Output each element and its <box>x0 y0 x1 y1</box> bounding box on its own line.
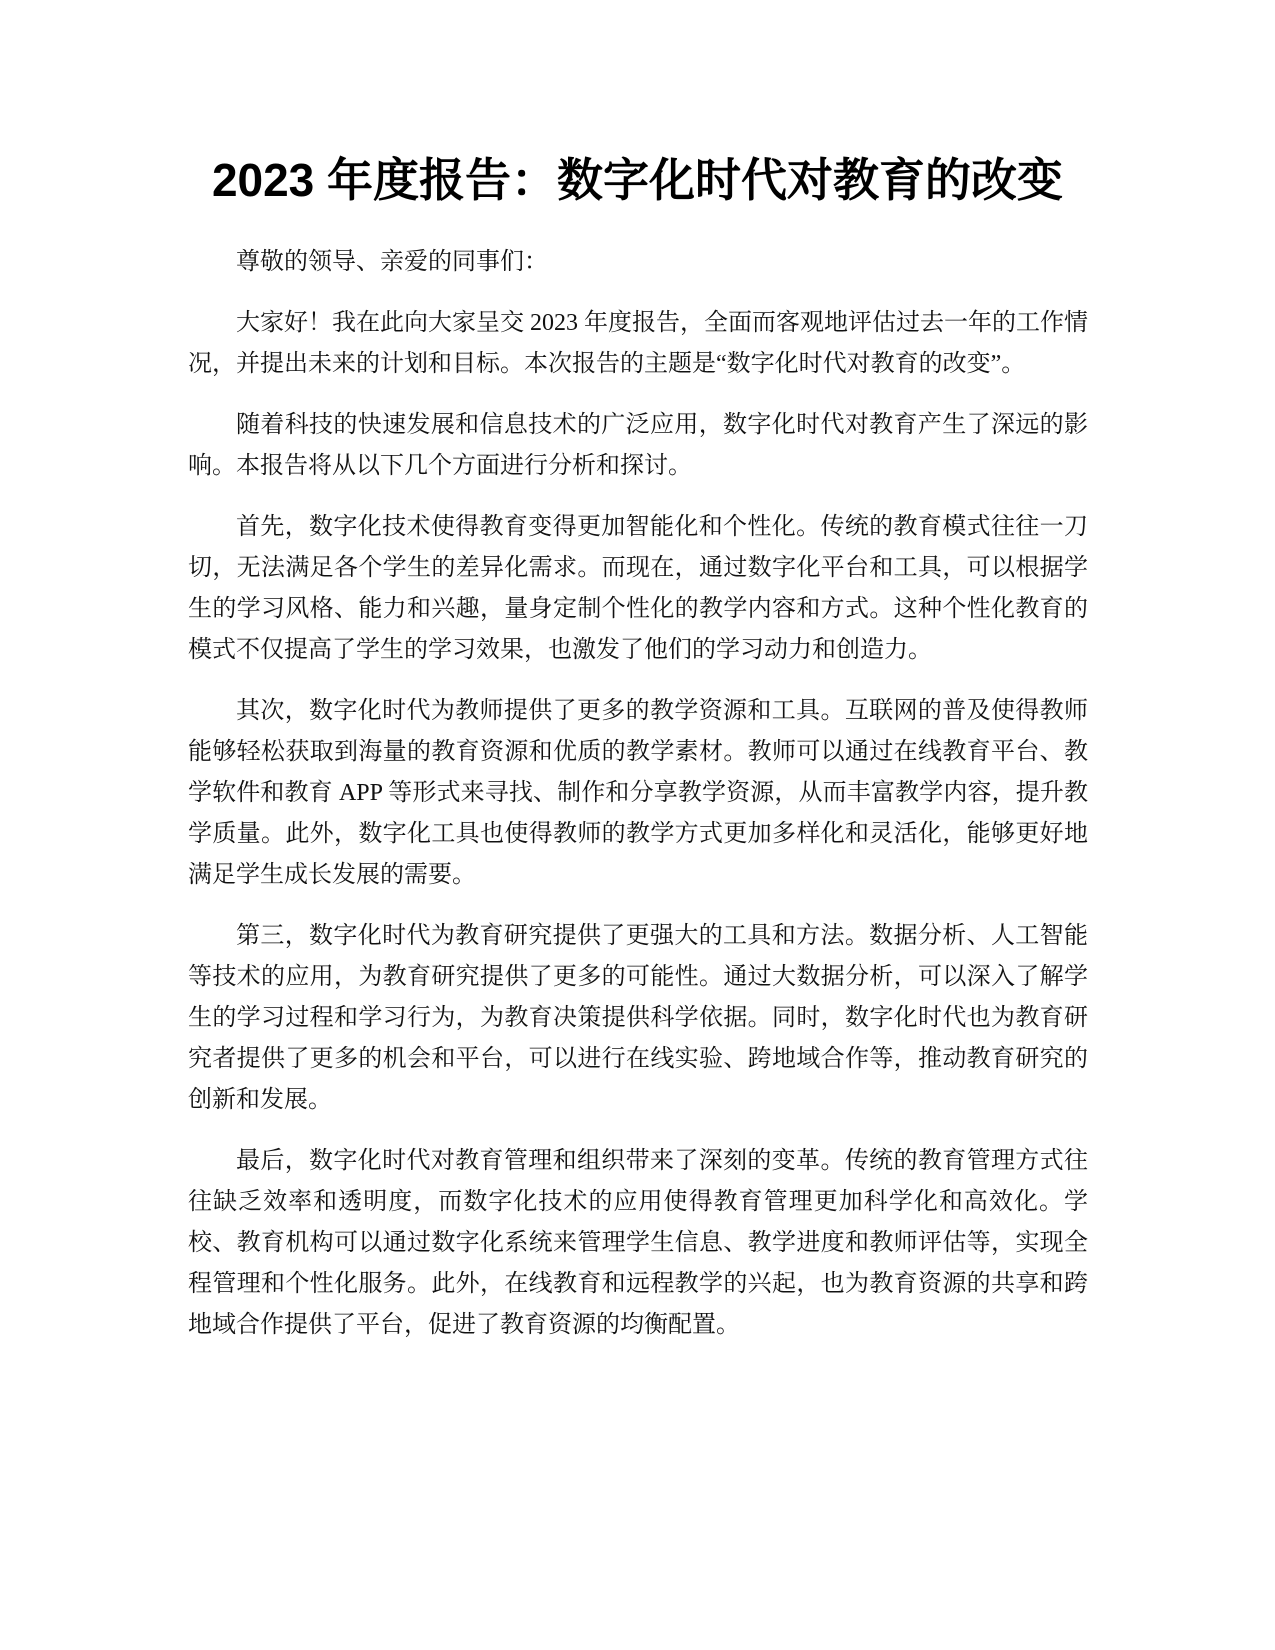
paragraph-second-point: 其次，数字化时代为教师提供了更多的教学资源和工具。互联网的普及使得教师能够轻松获取到海量的教育资源和优质的教学素材。教师可以通过在线教育平台、教学软件和教育 APP 等形式来寻找、制作和分享教学资源，从而丰富教学内容，提升教学质量。此外，数字化工具也使得教师的教学方式更加多样化和灵活化，能够更好地满足学生成长发展的需要。 <box>188 698 1088 888</box>
paragraph-greeting: 大家好！我在此向大家呈交 2023 年度报告，全面而客观地评估过去一年的工作情况，并提出未来的计划和目标。本次报告的主题是“数字化时代对教育的改变”。 <box>188 310 1088 377</box>
paragraph-first-point: 首先，数字化技术使得教育变得更加智能化和个性化。传统的教育模式往往一刀切，无法满足各个学生的差异化需求。而现在，通过数字化平台和工具，可以根据学生的学习风格、能力和兴趣，量身定制个性化的教学内容和方式。这种个性化教育的模式不仅提高了学生的学习效果，也激发了他们的学习动力和创造力。 <box>188 514 1088 663</box>
paragraph-final-point: 最后，数字化时代对教育管理和组织带来了深刻的变革。传统的教育管理方式往往缺乏效率和透明度，而数字化技术的应用使得教育管理更加科学化和高效化。学校、教育机构可以通过数字化系统来管理学生信息、教学进度和教师评估等，实现全程管理和个性化服务。此外，在线教育和远程教学的兴起，也为教育资源的共享和跨地域合作提供了平台，促进了教育资源的均衡配置。 <box>188 1148 1088 1338</box>
document-body <box>188 242 1088 1366</box>
paragraph-introduction: 随着科技的快速发展和信息技术的广泛应用，数字化时代对教育产生了深远的影响。本报告将从以下几个方面进行分析和探讨。 <box>188 412 1088 479</box>
paragraph-third-point: 第三，数字化时代为教育研究提供了更强大的工具和方法。数据分析、人工智能等技术的应用，为教育研究提供了更多的可能性。通过大数据分析，可以深入了解学生的学习过程和学习行为，为教育决策提供科学依据。同时，数字化时代也为教育研究者提供了更多的机会和平台，可以进行在线实验、跨地域合作等，推动教育研究的创新和发展。 <box>188 923 1088 1113</box>
document-title: 2023 年度报告：数字化时代对教育的改变 <box>211 154 1064 206</box>
paragraph-salutation: 尊敬的领导、亲爱的同事们： <box>236 249 548 275</box>
